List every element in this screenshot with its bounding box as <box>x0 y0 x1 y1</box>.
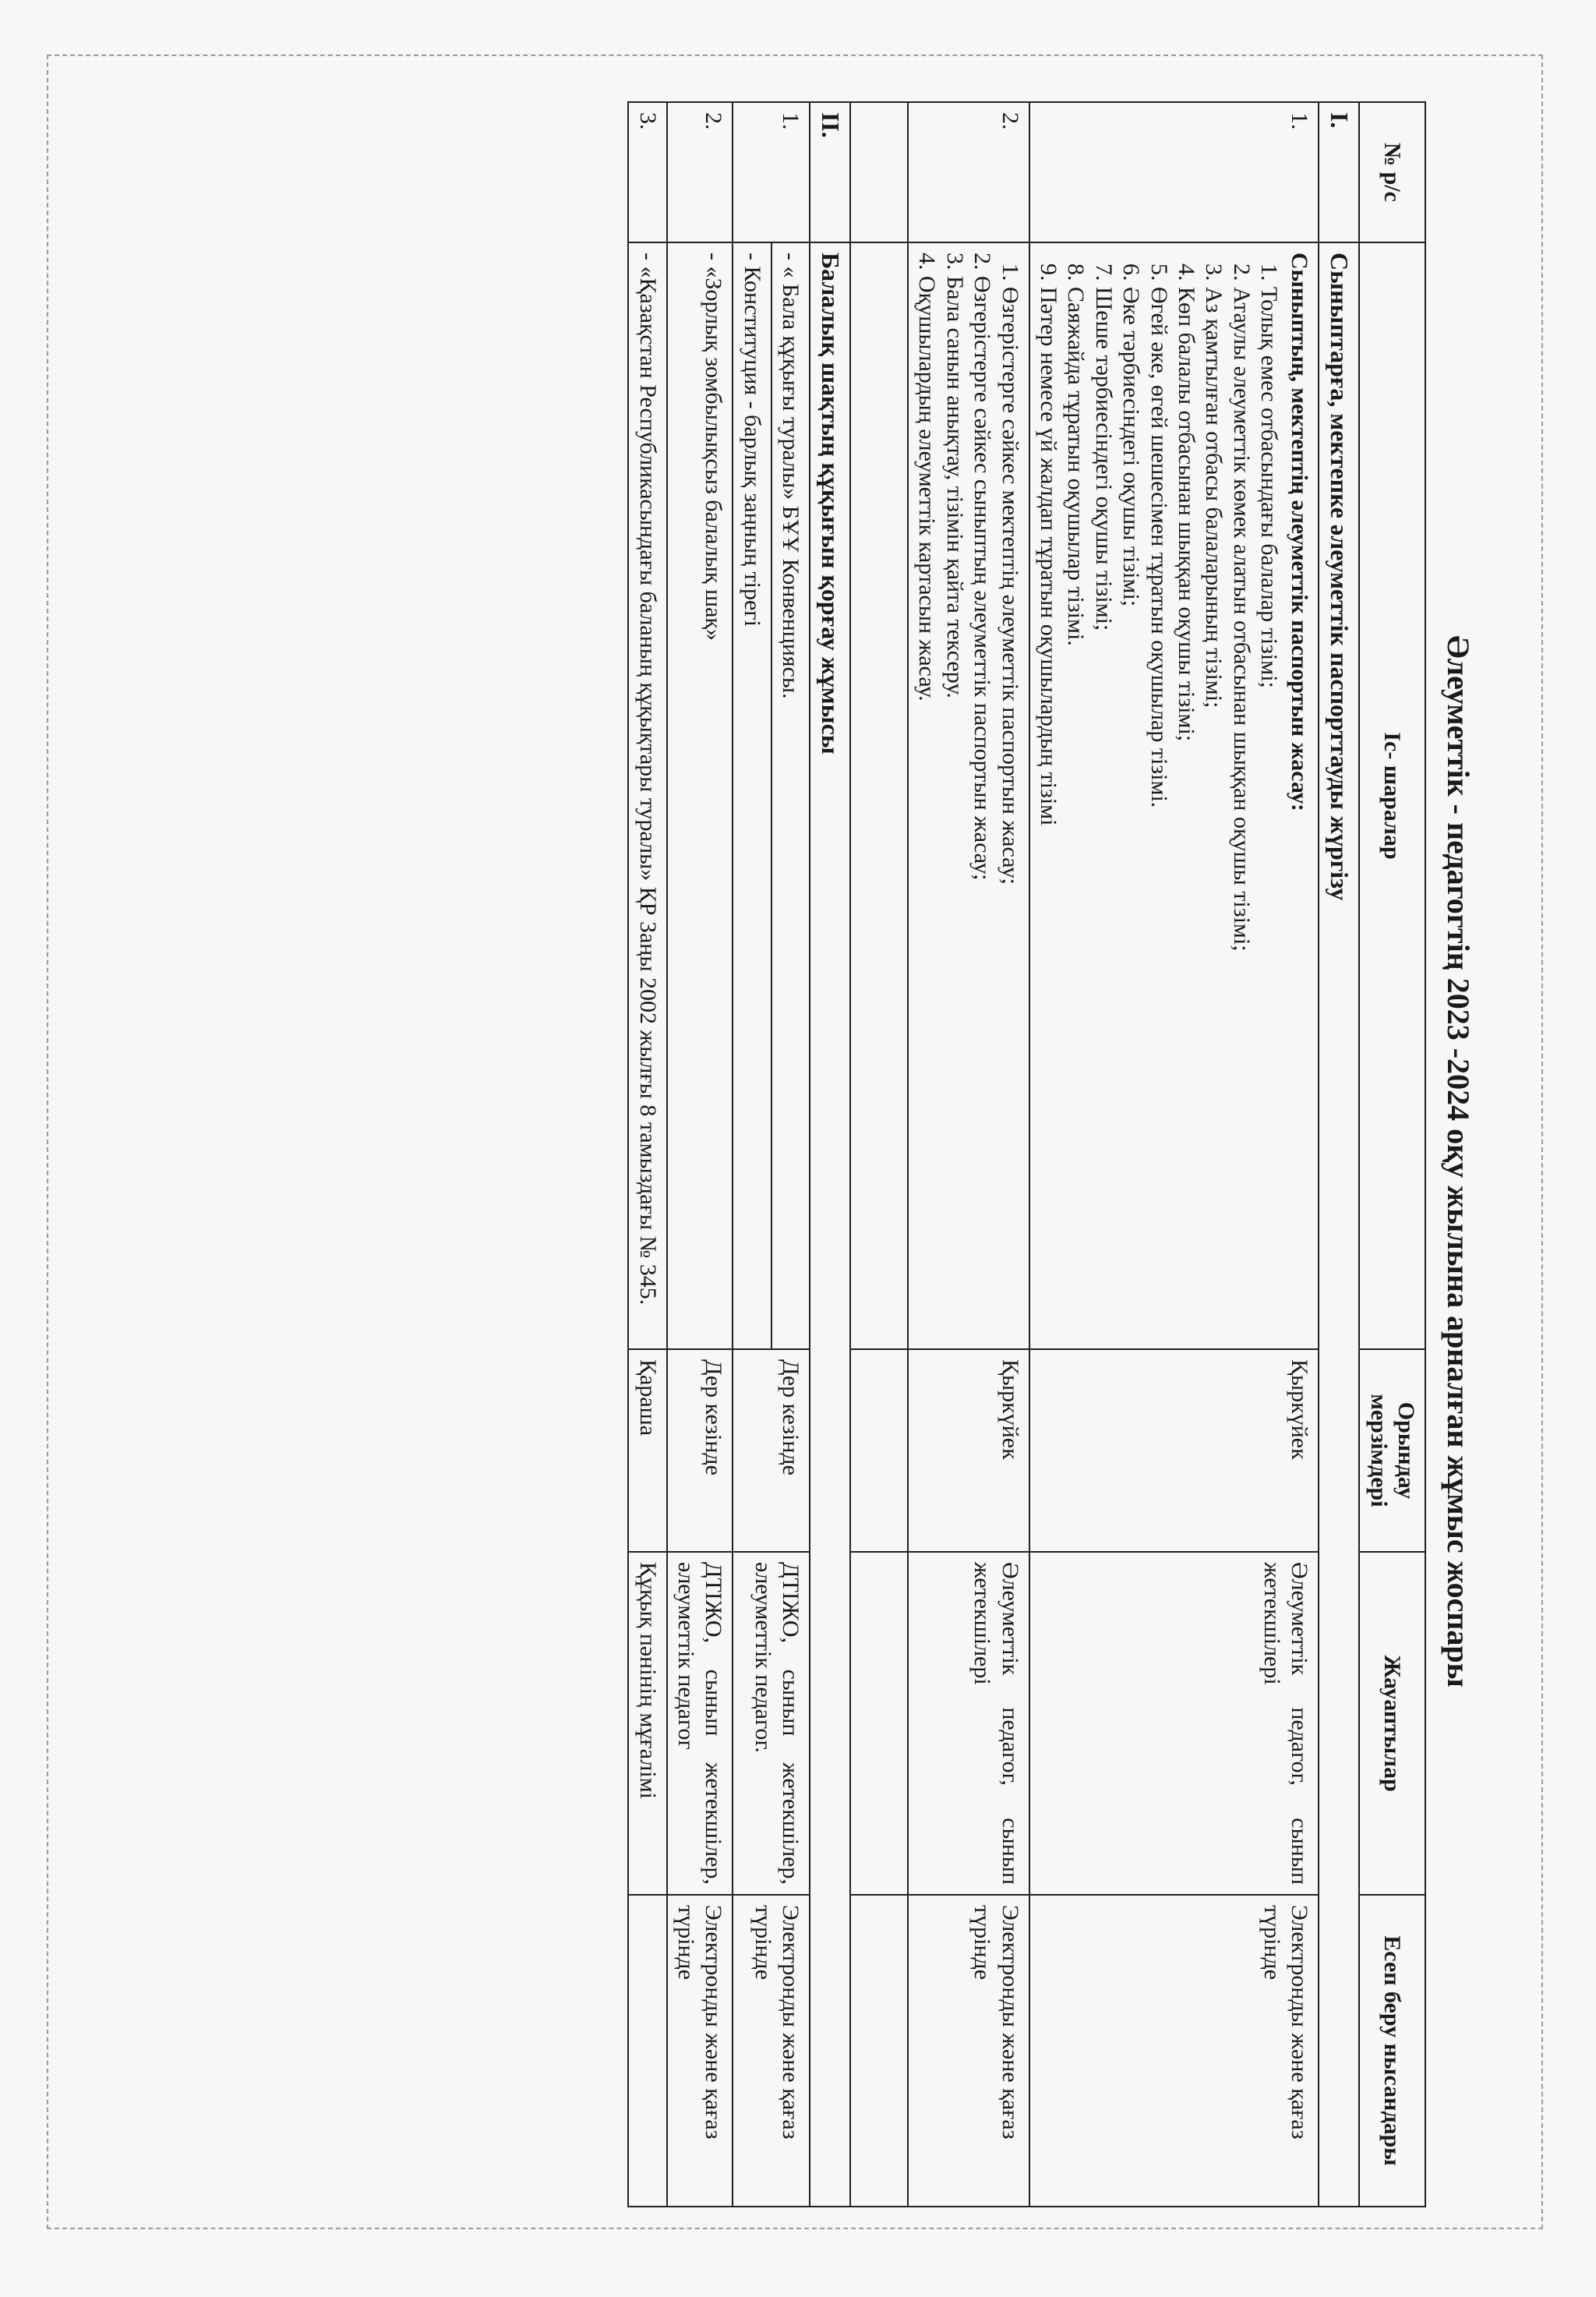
report-cell: Электронды және қағаз түрінде <box>908 1895 1029 2207</box>
list-item: 5. Өгей әке, өгей шешесімен тұратын оқушылар тізімі. <box>1145 287 1172 1339</box>
table-row <box>667 102 733 2207</box>
list-item: 1. Толық емес отбасындағы балалар тізімі; <box>1255 287 1283 1339</box>
responsible-cell: ДТІЖО, сынып жетекшілер, әлеуметтік педагог. <box>733 1552 810 1895</box>
row-number: 2. <box>667 102 733 242</box>
report-cell <box>628 1895 666 2207</box>
event-cell <box>628 242 666 1349</box>
responsible-cell: Әлеуметтік педагог, сынып жетекшілері <box>908 1552 1029 1895</box>
event-cell <box>733 242 771 1349</box>
table-row <box>772 102 810 2207</box>
event-cell <box>667 242 733 1349</box>
deadline-cell: Қараша <box>628 1349 666 1552</box>
empty-cell <box>850 242 908 1349</box>
event-list <box>738 253 765 1339</box>
header-events: Іс- шаралар <box>1359 242 1425 1349</box>
list-item: 3. Аз қамтылған отбасы балаларының тізімі; <box>1200 287 1227 1339</box>
header-number: № р/с <box>1359 102 1425 242</box>
empty-cell <box>850 1895 908 2207</box>
list-item: - «Зорлық зомбылықсыз балалық шақ» <box>700 253 727 1339</box>
deadline-cell: Қыркүйек <box>908 1349 1029 1552</box>
event-heading: Сыныптың, мектептің әлеуметтік паспортын жасау: <box>1287 253 1313 812</box>
section-number: I. <box>1319 102 1359 242</box>
section-row <box>810 102 850 2207</box>
rotated-page <box>117 101 1481 2206</box>
list-item: 3. Бала санын анықтау, тізімін қайта тексеру. <box>941 253 968 698</box>
deadline-cell: Дер кезінде <box>733 1349 810 1552</box>
responsible-cell: Құқық пәнінің мұғалімі <box>628 1552 666 1895</box>
list-item: - « Бала құқығы туралы» БҰҰ Конвенциясы. <box>777 253 804 1339</box>
responsible-cell: Әлеуметтік педагог, сынып жетекшілері <box>1029 1552 1319 1895</box>
header-row <box>1359 102 1425 2207</box>
event-list <box>996 253 1023 1339</box>
document-title: Әлеуметтік - педагогтің 2023 -2024 оқу жылына арналған жұмыс жоспары <box>1441 635 1476 1687</box>
header-deadline: Орындау мерзімдері <box>1359 1349 1425 1552</box>
table-row <box>628 102 666 2207</box>
list-item: 1. Өзгерістерге сәйкес мектептің әлеуметтік паспортын жасау; <box>996 287 1023 1339</box>
event-list <box>777 253 804 1339</box>
list-item: - «Қазақстан Республикасындағы баланың құқықтары туралы» ҚР Заңы 2002 жылғы 8 тамыздағы № 345. <box>634 253 661 1339</box>
report-cell: Электронды және қағаз түрінде <box>1029 1895 1319 2207</box>
empty-cell <box>850 102 908 242</box>
event-cell <box>772 242 810 1349</box>
report-cell: Электронды және қағаз түрінде <box>667 1895 733 2207</box>
list-item: 6. Әке тәрбиесіндегі оқушы тізімі; <box>1118 287 1145 1339</box>
event-list <box>634 253 661 1339</box>
row-number: 1. <box>733 102 810 242</box>
list-item: 4. Көп балалы отбасынан шыққан оқушы тізімі; <box>1173 287 1200 1339</box>
event-list <box>700 253 727 1339</box>
row-number: 2. <box>908 102 1029 242</box>
list-item: - Конституция - барлық заңның тірегі <box>738 253 765 1339</box>
empty-row <box>850 102 908 2207</box>
header-report-form: Есеп беру нысандары <box>1359 1895 1425 2207</box>
header-responsible: Жауаптылар <box>1359 1552 1425 1895</box>
deadline-cell: Дер кезінде <box>667 1349 733 1552</box>
event-cell <box>908 242 1029 1349</box>
list-item: 2. Өзгерістерге сәйкес сыныптың әлеуметтік паспортын жасау; <box>969 253 996 881</box>
row-number: 3. <box>628 102 666 242</box>
report-cell: Электронды және қағаз түрінде <box>733 1895 810 2207</box>
event-cell <box>1029 242 1319 1349</box>
responsible-cell: ДТІЖО, сынып жетекшілер, әлеуметтік педагог <box>667 1552 733 1895</box>
list-item: 9. Пәтер немесе үй жалдап тұратын оқушылардың тізімі <box>1035 287 1062 1339</box>
list-item: 8. Саяжайда тұратын оқушылар тізімі. <box>1062 287 1089 1339</box>
event-list <box>1035 253 1284 1339</box>
deadline-cell: Қыркүйек <box>1029 1349 1319 1552</box>
section-title: Балалық шақтың құқығын қорғау жұмысы <box>810 242 850 2207</box>
section-number: II. <box>810 102 850 242</box>
table-row <box>1029 102 1319 2207</box>
list-item: 7. Шеше тәрбиесіндегі оқушы тізімі; <box>1089 287 1117 1339</box>
empty-cell <box>850 1552 908 1895</box>
row-number: 1. <box>1029 102 1319 242</box>
table-row <box>908 102 1029 2207</box>
section-title: Сыныптарға, мектепке әлеуметтік паспорттауды жүргізу <box>1319 242 1359 2207</box>
section-row <box>1319 102 1359 2207</box>
empty-cell <box>850 1349 908 1552</box>
list-item: 2. Атаулы әлеуметтік көмек алатын отбасынан шыққан оқушы тізімі; <box>1227 287 1255 1339</box>
list-item: 4. Оқушылардың әлеуметтік картасын жасау. <box>914 253 941 701</box>
work-plan-table <box>627 101 1426 2207</box>
